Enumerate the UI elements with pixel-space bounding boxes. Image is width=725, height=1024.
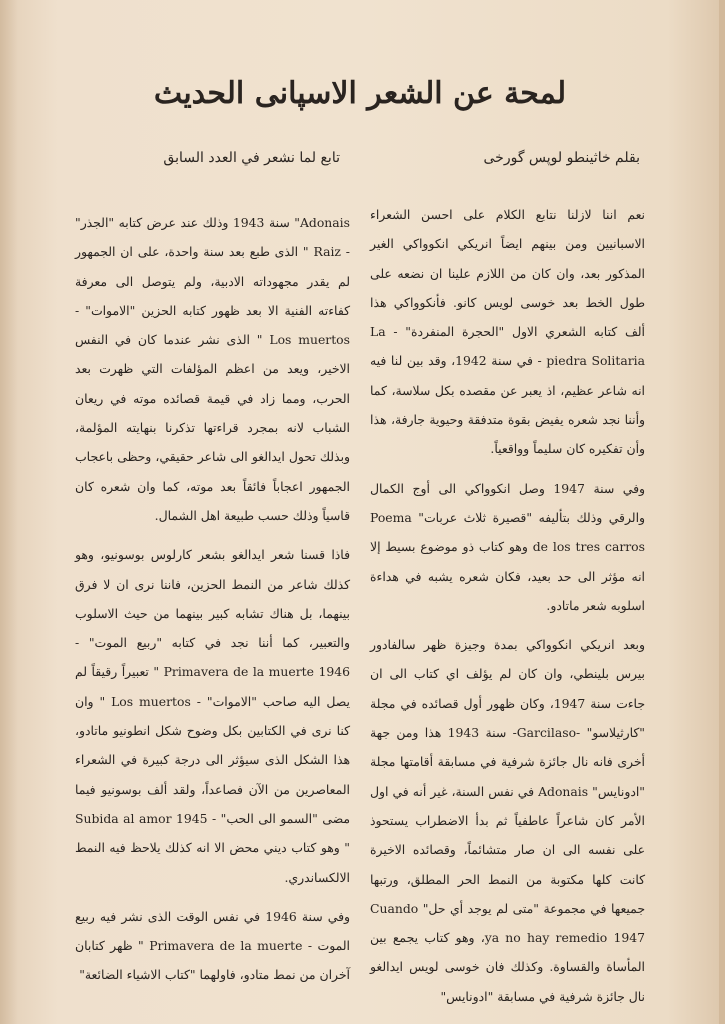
left-paragraph-2: فاذا قسنا شعر ايدالغو بشعر كارلوس بوسونيو، وهو كذلك شاعر من النمط الحزين، فاننا نرى ان لا فرق بينهما، بل هناك تشابه كبير بينهما من حيث الاسلوب والتعبير، كما أننا نجد في كتابه "ربيع الموت" - Primavera de la muerte 1946 " تعبيراً رقيقاً لم يصل اليه صاحب "الاموات" - Los muertos " وان كنا نرى في الكتابين بكل وضوح شكل انطونيو ماتادو، هذا الشكل الذى سيؤثر الى درجة كبيرة في الشعراء المعاصرين من الآن فصاعداً، ولقد ألف بوسونيو فيما مضى "السمو الى الحب" - Subida al amor 1945 " وهو كتاب ديني محض الا انه كذلك يلاحظ فيه النمط الالكساندري.: [75, 547, 350, 885]
author-byline: بقلم خاثينطو لوپس گورخی: [483, 150, 640, 166]
right-paragraph-2: وفي سنة 1947 وصل انكوواكي الى أوج الكمال والرقي وذلك بتأليفه "قصيرة ثلاث عربات" Poema de los tres carros وهو كتاب ذو موضوع بسيط إلا انه مؤثر الى حد بعيد، فكان شعره يشبه في هداءة اسلوبه شعر ماتادو.: [370, 480, 645, 613]
page-title: لمحة عن الشعر الاسپانى الحديث: [153, 76, 567, 111]
left-paragraph-3: وفي سنة 1946 في نفس الوقت الذى نشر فيه ربيع الموت - Primavera de la muerte " ظهر كتابان آخران من نمط متادو، فاولهما "كتاب الاشياء الضائعة": [75, 908, 350, 983]
page-edge-stain: [0, 0, 18, 1024]
right-text-column: [370, 200, 645, 1021]
right-paragraph-3: وبعد انريكي انكوواكي بمدة وجيزة ظهر سالفادور بيرس بلينطي، وان كان لم يؤلف اي كتاب الى ان جاءت سنة 1947، وكان ظهور أول قصائده في مجلة "كارثيلاسو" -Garcilaso- سنة 1943 هذا ومن جهة أخرى فانه نال جائزة شرفية في مسابقة أقامتها مجلة "ادونايس" Adonais في نفس السنة، غير أنه في اول الأمر كان شاعراً عاطفياً ثم بدأ الاضطراب يستحوذ على نفسه الى ان صار متشائماً، وقصائده الاخيرة كانت كلها مكتوبة من النمط الحر المطلق، ورتبها جميعها في مجموعة "متى لم يوجد أي حل" Cuando ya no hay remedio 1947، وهو كتاب يجمع بين المأساة والقساوة. وكذلك فان خوسى لويس ايدالغو نال جائزة شرفية في مسابقة "ادونايس": [370, 637, 645, 1004]
page-spine-edge: [719, 0, 725, 1024]
continued-note: تابع لما نشعر في العدد السابق: [163, 150, 340, 166]
left-paragraph-1: Adonais" سنة 1943 وذلك عند عرض كتابه "الجذر" - Raiz " الذى طبع بعد سنة واحدة، على ان الجمهور لم يقدر مجهوداته الادبية، ولم يتوصل الى معرفة كفاءته الفنية الا بعد ظهور كتابه الحزين "الاموات" - Los muertos " الذى نشر عندما كان في النفس الاخير، ويعد من اعظم المؤلفات التي ظهرت بعد الحرب، ومما زاد في قيمة قصائده موته في ريعان الشباب لانه بمجرد قراءتها تذكرنا بنهايته المؤلمة، وبذلك تحول ايدالغو الى شاعر حقيقي، وحظى باعجاب الجمهور اعجاباً فائقاً بعد موته، كما وان شعره كان قاسياً وذلك حسب طبيعة اهل الشمال.: [75, 215, 350, 523]
left-text-column: [75, 208, 350, 1000]
right-paragraph-1: نعم اننا لازلنا نتابع الكلام على احسن الشعراء الاسبانيين ومن بينهم ايضاً انريكي انكوواكي الغير المذكور بعد، وان كان من اللازم علينا ان نضعه على طول الخط بعد خوسى لويس كانو. فأنكوواكي هذا ألف كتابه الشعري الاول "الحجرة المنفردة" - La piedra Solitaria - في سنة 1942، وقد بين لنا فيه انه شاعر عظيم، اذ يعبر عن مقصده بكل سلاسة، كما وأننا نجد شعره يفيض بقوة متدفقة وحيوية جارفة، هذا وأن تفكيره كان سليماً وواقعياً.: [370, 207, 645, 457]
